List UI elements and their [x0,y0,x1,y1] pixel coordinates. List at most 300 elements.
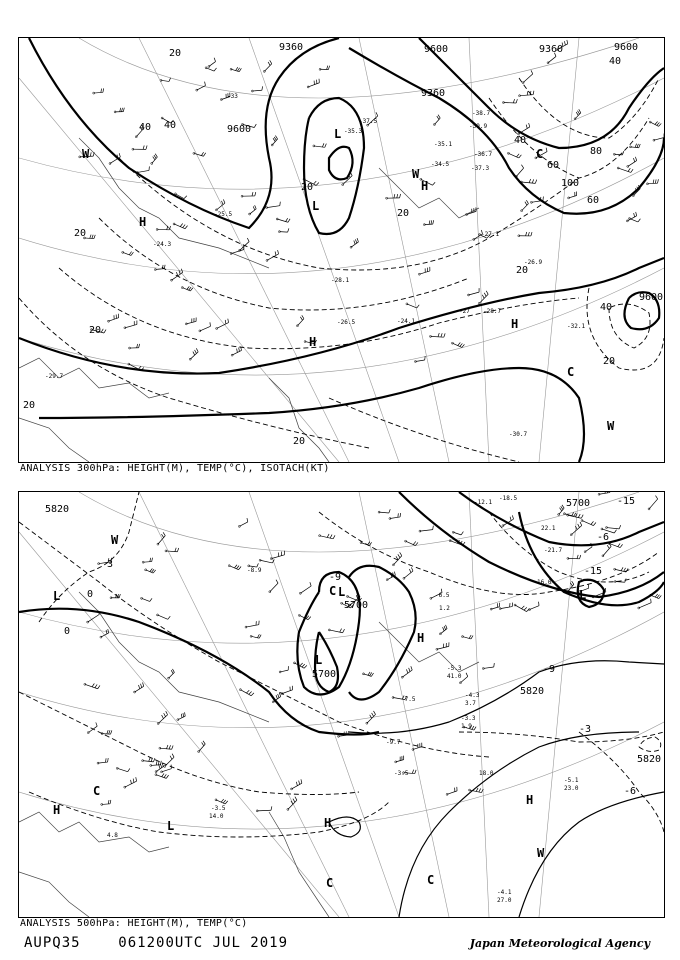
map-500hpa-canvas [19,492,664,917]
temp-label: -27 [459,308,470,315]
low-center: L [315,653,323,667]
wind-barb-feather [274,137,276,140]
wind-barb-feather [400,194,401,198]
wind-barb-feather [340,629,342,633]
wind-barb [143,761,154,762]
wind-barb-feather [300,317,302,320]
wind-barb-feather [162,773,164,776]
temp-label: 18.0 [479,770,494,777]
top-panel-caption: ANALYSIS 300hPa: HEIGHT(M), TEMP(°C), ISOTACH(KT) [20,463,330,474]
wind-barb-feather [446,625,448,629]
wind-barb-feather [581,515,583,519]
wind-barb-feather [225,801,228,804]
wind-barb [125,324,137,327]
temp-label: -8.9 [247,567,262,574]
wind-barb-feather [526,232,527,236]
wind-barb-feather [249,692,252,695]
wind-barb-feather [106,630,107,634]
low-center: L [334,127,342,141]
wind-barb-feather [368,672,370,675]
high-center: H [417,631,425,645]
wind-barb [521,182,535,183]
contour-label: 5700 [344,600,369,611]
wind-barb-feather [201,152,203,155]
wind-barb-feather [96,722,97,726]
wind-barb-feather [637,144,638,148]
wind-barb-feather [578,514,580,518]
warm-center: W [111,533,119,547]
wind-barb-feather [413,541,416,544]
wind-barb-feather [512,515,513,519]
wind-barb-feather [180,224,183,227]
wind-barb-feather [394,572,395,576]
wind-barb-feather [223,199,225,203]
wind-barb-feather [621,567,623,571]
temp-label: -4.1 [497,889,512,896]
wind-barb [460,676,467,682]
wind-barb-feather [189,287,191,290]
wind-barb-feather [184,196,187,199]
wind-barb-feather [275,136,277,139]
wind-barb-feather [168,616,170,619]
cold-center: C [93,784,101,798]
wind-barb-feather [187,286,189,289]
wind-barb-feather [618,543,620,546]
temp-label: -9.7 [386,739,401,746]
wind-barb [500,607,512,609]
wind-barb-feather [494,663,495,667]
wind-barb-feather [139,685,140,689]
wind-barb-feather [525,202,527,205]
wind-barb-feather [259,635,261,639]
wind-barb-feather [482,295,484,298]
wind-barb-feather [95,684,97,687]
wind-barb-feather [526,200,528,203]
wind-barb-feather [273,138,275,141]
wind-barb [599,493,610,495]
wind-barb-feather [108,758,109,762]
wind-barb-feather [101,89,102,93]
wind-barb-feather [214,58,215,62]
wind-barb-feather [431,220,432,224]
wind-barb-feather [535,180,536,184]
wind-barb-feather [659,123,662,126]
wind-barb-feather [120,108,121,112]
cold-center: C [329,584,337,598]
wind-barb-feather [333,535,335,539]
wind-barb [522,204,529,211]
wind-barb-feather [580,522,582,526]
isotach-label: 20 [301,182,314,193]
wind-barb-feather [510,517,511,521]
wind-barb [155,269,164,270]
wind-barb [240,690,251,696]
wind-barb [300,586,311,593]
high-center: H [309,335,317,349]
wind-barb-feather [234,565,236,568]
isotherm-label: -6 [624,786,637,797]
wind-barb-feather [368,542,370,545]
wind-barb [257,810,271,811]
wind-barb [152,157,158,163]
isotach-label: 40 [139,122,152,133]
wind-barb-feather [513,99,514,103]
temperature-labels [107,495,579,904]
wind-barb-feather [278,250,279,254]
wind-barb [479,294,488,303]
wind-barb-feather [638,219,640,222]
wind-barb-feather [619,525,620,529]
wind-barb [650,122,658,126]
wind-barb [94,92,103,93]
wind-barb-feather [131,780,132,784]
temp-label: 23.0 [564,785,579,792]
wind-barb-feather [466,673,468,677]
wind-barb [548,56,556,62]
isotach-label: 40 [609,56,622,67]
wind-barb-feather [223,800,226,803]
wind-barb [166,551,177,552]
wind-barb-feather [172,669,174,672]
isotach-label: 20 [23,400,36,411]
wind-barb-feather [278,694,279,698]
high-center: H [421,179,429,193]
wind-barb [571,526,581,535]
wind-barb-feather [190,288,192,291]
wind-barb-feather [153,758,154,762]
temp-label: -24.3 [153,241,172,248]
wind-barb [246,625,259,627]
wind-barb-feather [92,684,94,687]
temp-label: 1.2 [439,605,450,612]
wind-barb-feather [154,155,156,158]
temp-label: -32.1 [567,323,586,330]
valid-time: 061200UTC JUL 2019 [118,935,289,951]
temp-label: -28.7 [483,308,502,315]
wind-barb [639,603,651,608]
temp-label: -27.1 [481,231,500,238]
wind-barbs [79,40,664,371]
wind-barb-feather [110,800,111,804]
temp-label: -6.5 [435,592,450,599]
temp-label: -25.5 [214,211,233,218]
wind-barb [297,319,303,326]
map-300hpa-canvas [19,38,664,462]
wind-barb-feather [237,349,238,353]
wind-barb-feather [531,70,533,74]
wind-barb-feather [136,777,137,781]
wind-barb-feather [532,179,533,183]
wind-barb [239,522,247,526]
wind-barb-feather [214,68,216,71]
wind-barb-feather [438,333,439,337]
wind-barb-feather [412,770,413,774]
wind-barb-feather [205,82,206,86]
low-center: L [167,819,175,833]
wind-barb [288,800,297,809]
wind-barb-feather [109,730,110,734]
wind-barb-feather [172,746,173,750]
temp-label: -18.5 [499,495,518,502]
wind-barb [160,748,172,749]
wind-barb-feather [417,305,419,308]
isotherm-label: -9 [329,572,342,583]
wind-barb-feather [164,774,166,777]
wind-barb [308,83,319,87]
wind-barb [206,68,214,71]
wind-barb-feather [564,41,565,45]
wind-barb-feather [593,523,596,526]
graticule [19,492,664,917]
wind-barb-feather [302,315,304,318]
wind-barb-feather [471,636,473,639]
temp-label: -36.7 [474,151,493,158]
isotherm-label: 0 [64,626,71,637]
wind-barb [420,530,433,531]
wind-barb-feather [108,800,109,804]
wind-barb-feather [239,567,241,570]
wind-barb [158,715,167,724]
wind-barb-feather [409,569,411,573]
isotach-label: 20 [169,48,182,59]
isotach-label: 20 [74,228,87,239]
wind-barb [231,249,244,253]
wind-barb [515,605,526,612]
wind-barb-feather [624,568,626,572]
wind-barb-feather [275,251,276,255]
wind-barb-feather [524,607,527,610]
wind-barb-feather [355,239,356,243]
wind-barb-feather [316,182,319,185]
low-center: L [338,585,346,599]
wind-barb-feather [461,532,463,535]
wind-barb-feather [607,545,609,548]
high-center: H [139,215,147,229]
wind-barb [654,137,664,140]
contour-label: 5700 [312,669,337,680]
wind-barb-feather [372,713,374,716]
wind-barb-feather [177,548,178,552]
temp-label: -30.7 [509,431,528,438]
wind-barb-feather [246,690,249,693]
wind-barb-feather [254,124,256,127]
wind-barb-feather [411,567,413,571]
wind-barb-feather [295,797,297,800]
temp-label: -38.7 [472,110,491,117]
wind-barb-feather [302,664,305,667]
wind-barb-feather [371,673,373,676]
chart-id: AUPQ35 [24,935,81,951]
contour-labels [45,498,661,765]
wind-barb-feather [300,663,303,666]
wind-barb-feather [162,715,164,719]
wind-barb-feather [437,116,439,119]
wind-barb-feather [133,779,134,783]
wind-barb-feather [161,534,163,537]
wind-barb [102,734,110,735]
wind-barb [267,206,280,208]
wind-barb-feather [185,712,186,716]
wind-barb-feather [276,580,278,583]
wind-barb-feather [519,155,522,158]
wind-barb [585,547,592,552]
wind-barb-feather [293,799,295,802]
temp-label: -28.1 [331,277,350,284]
wind-barb-feather [526,125,527,129]
wind-barb-feather [138,366,141,369]
wind-barb-feather [164,713,166,717]
wind-barb-feather [183,225,186,228]
wind-barb-feather [432,182,435,185]
wind-barb-feather [578,524,580,528]
wind-barb-feather [635,157,636,161]
wind-barb-feather [163,532,165,535]
wind-barb-feather [567,40,568,44]
wind-barb-feather [441,333,442,337]
wind-barb-feather [252,192,253,196]
wind-barb [518,127,529,134]
contour-label: 5820 [45,504,70,515]
wind-barb-feather [196,348,198,352]
temp-label: 4.8 [107,832,118,839]
wind-barb [415,360,424,361]
wind-barb-feather [193,352,195,356]
wind-barb-feather [327,66,328,70]
temp-label: -5.1 [564,777,579,784]
wind-barb-feather [659,595,661,598]
wind-barb-feather [370,672,372,675]
wind-barb-feather [90,152,91,156]
wind-barb-feather [175,548,176,552]
wind-barb-feather [104,330,106,333]
contour-labels [227,42,663,303]
wind-barb-feather [325,144,327,148]
temp-label: -3.5 [211,805,226,812]
wind-barb [98,762,108,763]
wind-barb [529,606,539,610]
isotherm-label: -6 [597,532,610,543]
wind-barb-feather [152,569,155,572]
wind-barb-feather [150,558,151,562]
wind-barb [88,614,100,622]
wind-barb-feather [304,665,307,668]
wind-barb-feather [591,521,594,524]
wind-barb-feather [328,66,329,70]
wind-barb-feather [528,232,529,236]
wind-barb-feather [255,192,256,196]
wind-barb-feather [474,727,476,730]
wind-barb-feather [531,232,532,236]
temp-label: -5.3 [447,665,462,672]
isotach-label: 20 [603,356,616,367]
temp-label: -34.5 [431,161,450,168]
wind-barb [483,667,493,668]
contour-label: 9600 [639,292,664,303]
wind-barb-feather [476,788,478,792]
wind-barb-feather [221,799,224,802]
wind-barb-feather [458,342,461,345]
wind-barb-feather [444,626,446,630]
wind-barb-feather [479,788,481,792]
temp-label: -3.5 [394,770,409,777]
wind-barb-feather [257,634,259,638]
wind-barb-feather [153,157,155,160]
wind-barb-feather [296,782,297,786]
wind-barb [603,546,611,555]
wind-barb-feather [400,552,402,555]
wind-barb-feather [533,91,534,95]
wind-barb-feather [397,194,398,198]
isotherm-label: -15 [617,496,636,507]
isotach-label: 80 [590,146,603,157]
wind-barb [516,168,523,176]
station-marker [168,677,170,679]
wind-barb-feather [280,202,281,206]
temp-label: 41.0 [447,673,462,680]
wind-barb [137,170,149,172]
wind-barb-feather [101,329,103,332]
wind-barb-feather [438,115,440,118]
wind-barb-feather [286,218,288,221]
wind-barb [252,90,262,91]
wind-barb-feather [150,569,153,572]
wind-barb-feather [655,496,657,499]
wind-barb [101,633,109,637]
wind-barb [158,615,168,619]
station-marker [198,751,200,753]
high-center: H [526,793,534,807]
wind-barb-feather [119,153,120,157]
wind-barb-feather [343,629,345,633]
analysis-500hpa-map [18,491,665,918]
wind-barb [117,768,127,771]
wind-barb-feather [202,742,204,745]
wind-barb-feather [310,582,311,586]
wind-barb-feather [460,343,463,346]
wind-barb-feather [389,509,390,513]
isotach-label: 40 [514,135,527,146]
wind-barb-feather [580,555,581,559]
wind-barb-feather [633,158,634,162]
wind-barb-feather [166,775,168,778]
wind-barb-feather [247,238,249,242]
wind-barb [649,499,658,509]
temp-label: 16.0 [537,579,552,586]
wind-barb [390,517,400,519]
wind-barb-feather [299,781,300,785]
wind-barb-feather [357,238,358,242]
wind-barb [491,607,499,609]
wind-barb-feather [225,320,226,324]
wind-barb-feather [169,745,170,749]
wind-barb-feather [322,143,324,147]
wind-barb-feather [239,348,240,352]
isotach-label: 40 [600,302,613,313]
wind-barb-feather [516,99,517,103]
wind-barb [430,336,443,337]
wind-barb-feather [236,67,238,70]
temp-label: 1.9 [461,723,472,730]
wind-barb-feather [658,179,659,183]
wind-barb-feather [655,122,658,125]
station-marker [263,70,265,72]
wind-barb-feather [237,566,239,569]
temp-label: -35.3 [344,128,363,135]
cold-center: C [427,873,435,887]
wind-barb-feather [268,62,270,65]
wind-barb-feather [415,770,416,774]
wind-barb-feather [103,88,104,92]
